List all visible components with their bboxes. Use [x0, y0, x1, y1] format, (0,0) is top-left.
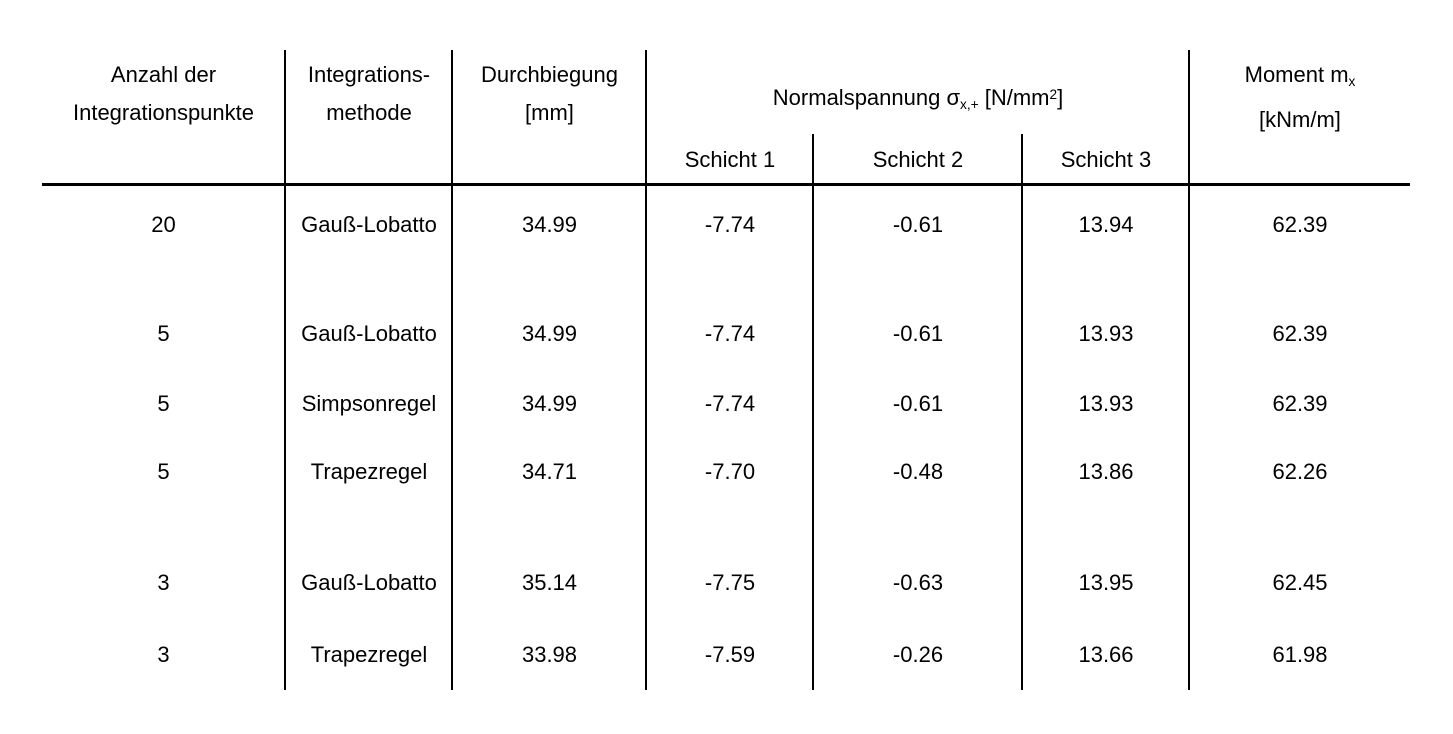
- cell-schicht3: 13.94: [1078, 212, 1134, 237]
- cell-points: 20: [151, 212, 176, 237]
- cell-moment: 62.26: [1272, 459, 1328, 484]
- header-schicht-1: Schicht 1: [684, 147, 776, 172]
- header-integrationsmethode: [286, 56, 452, 132]
- header-normalspannung-suffix: ]: [1057, 85, 1064, 111]
- header-schicht-2: Schicht 2: [872, 147, 964, 172]
- cell-schicht2: -0.61: [892, 391, 944, 416]
- cell-deflection: 34.71: [521, 459, 578, 484]
- cell-schicht1: -7.74: [704, 321, 756, 346]
- header-moment: [1190, 56, 1410, 139]
- cell-schicht3: 13.95: [1078, 570, 1134, 595]
- header-normalspannung: [647, 78, 1189, 122]
- cell-points: 3: [157, 570, 170, 595]
- header-moment-line2: [kNm/m]: [1259, 106, 1341, 132]
- header-moment-subscript: x: [1348, 73, 1356, 89]
- cell-moment: 62.45: [1272, 570, 1328, 595]
- cell-schicht3: 13.93: [1078, 321, 1134, 346]
- cell-deflection: 33.98: [521, 642, 578, 667]
- cell-schicht2: -0.63: [892, 570, 944, 595]
- header-moment-line1: [1190, 56, 1410, 101]
- cell-schicht2: -0.26: [892, 642, 944, 667]
- header-methode-line2: methode: [326, 100, 412, 125]
- cell-deflection: 34.99: [521, 212, 578, 237]
- cell-moment: 62.39: [1272, 321, 1328, 346]
- cell-points: 5: [157, 459, 170, 484]
- cell-moment: 62.39: [1272, 212, 1328, 237]
- cell-schicht2: -0.48: [892, 459, 944, 484]
- header-normalspannung-subscript: x,+: [960, 96, 979, 112]
- cell-points: 3: [157, 642, 170, 667]
- cell-method: Gauß-Lobatto: [301, 321, 437, 346]
- header-anzahl-line2: Integrationspunkte: [72, 100, 255, 125]
- cell-deflection: 34.99: [521, 321, 578, 346]
- header-durchbiegung: [453, 56, 646, 132]
- cell-points: 5: [157, 321, 170, 346]
- cell-schicht3: 13.66: [1078, 642, 1134, 667]
- cell-schicht1: -7.74: [704, 391, 756, 416]
- header-normalspannung-superscript: 2: [1049, 87, 1058, 102]
- cell-moment: 61.98: [1272, 642, 1328, 667]
- cell-schicht1: -7.70: [704, 459, 756, 484]
- header-schicht-3: Schicht 3: [1060, 147, 1152, 172]
- header-normalspannung-prefix: Normalspannung σ: [772, 85, 961, 111]
- header-methode-line1: Integrations-: [307, 62, 431, 87]
- cell-method: Trapezregel: [310, 642, 428, 667]
- cell-moment: 62.39: [1272, 391, 1328, 416]
- cell-deflection: 35.14: [521, 570, 578, 595]
- header-durchbiegung-line1: Durchbiegung: [481, 62, 618, 87]
- cell-points: 5: [157, 391, 170, 416]
- cell-schicht2: -0.61: [892, 212, 944, 237]
- cell-schicht1: -7.74: [704, 212, 756, 237]
- header-moment-prefix: Moment m: [1244, 62, 1349, 87]
- cell-schicht2: -0.61: [892, 321, 944, 346]
- cell-method: Simpsonregel: [301, 391, 437, 416]
- cell-schicht3: 13.93: [1078, 391, 1134, 416]
- cell-method: Gauß-Lobatto: [301, 212, 437, 237]
- header-normalspannung-unit: [N/mm: [978, 85, 1050, 111]
- cell-deflection: 34.99: [521, 391, 578, 416]
- header-anzahl-line1: Anzahl der: [110, 62, 217, 87]
- header-anzahl-integrationspunkte: [42, 56, 285, 132]
- cell-method: Gauß-Lobatto: [301, 570, 437, 595]
- cell-schicht3: 13.86: [1078, 459, 1134, 484]
- cell-schicht1: -7.75: [704, 570, 756, 595]
- cell-method: Trapezregel: [310, 459, 428, 484]
- header-separator-rule: [42, 183, 1410, 186]
- cell-schicht1: -7.59: [704, 642, 756, 667]
- header-durchbiegung-line2: [mm]: [525, 100, 574, 125]
